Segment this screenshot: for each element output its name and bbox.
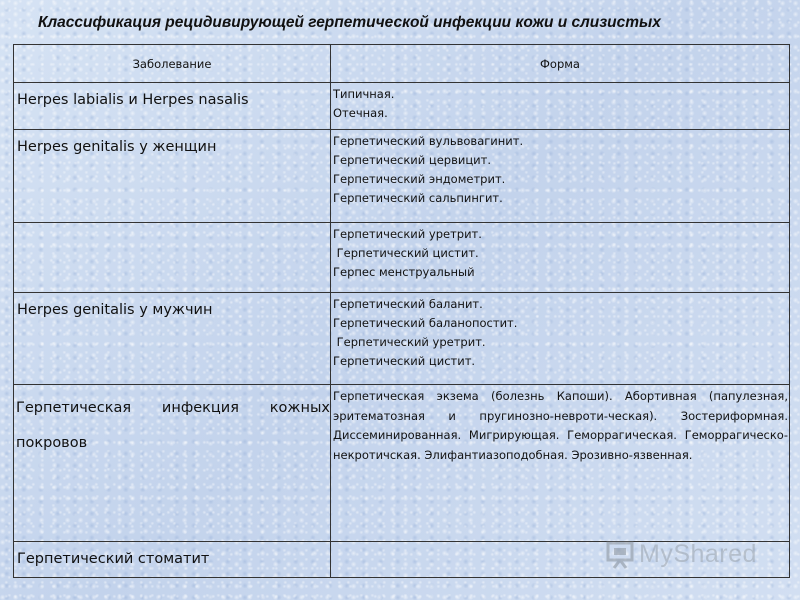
- form-item: Герпетический сальпингит.: [333, 191, 503, 205]
- forms-cell: [331, 83, 790, 130]
- table-header-row: [14, 45, 790, 83]
- watermark: [605, 536, 757, 572]
- disease-cell: [14, 293, 331, 385]
- disease-cell: [14, 385, 331, 542]
- form-item: Герпетический цистит.: [333, 246, 479, 260]
- disease-cell: [14, 223, 331, 293]
- forms-cell: [331, 293, 790, 385]
- form-item: Герпетический вульвовагинит.: [333, 134, 524, 148]
- disease-name: Герпетический стоматит: [17, 551, 210, 567]
- forms-cell: [331, 385, 790, 542]
- disease-name: Герпетическая инфекция кожных покровов: [16, 400, 330, 451]
- page-title: Классификация рецидивирующей герпетической инфекции кожи и слизистых: [38, 14, 661, 31]
- disease-name: Herpes genitalis у мужчин: [17, 302, 213, 318]
- form-description: Герпетическая экзема (болезнь Капоши). Абортивная (папулезная, эритематозная и пругинозно-невроти-ческая). Зостериформная. Диссеминированная. Мигрирующая. Геморрагическая. Геморрагическо-некротичская. Элифантиазоподобная. Эрозивно-язвенная.: [333, 389, 788, 462]
- table-row: [14, 293, 790, 385]
- header-disease: Заболевание: [14, 45, 331, 83]
- table-row: [14, 223, 790, 293]
- table-row: [14, 385, 790, 542]
- form-item: Герпетический баланит.: [333, 297, 483, 311]
- disease-name: Herpes labialis и Herpes nasalis: [17, 92, 249, 108]
- forms-cell: [331, 223, 790, 293]
- form-item: Герпетический уретрит.: [333, 335, 486, 349]
- disease-cell: [14, 542, 331, 578]
- forms-cell: [331, 130, 790, 223]
- form-item: Герпетический цервицит.: [333, 153, 492, 167]
- form-item: Герпетический баланопостит.: [333, 316, 518, 330]
- form-item: Герпетический цистит.: [333, 354, 476, 368]
- table-row: [14, 130, 790, 223]
- form-item: Типичная.: [333, 87, 395, 101]
- disease-cell: [14, 130, 331, 223]
- disease-name: [14, 223, 330, 232]
- disease-name: Herpes genitalis у женщин: [17, 139, 217, 155]
- watermark-text: MyShared: [639, 539, 757, 568]
- table-row: [14, 83, 790, 130]
- classification-table: [13, 44, 790, 578]
- form-item: Герпетический уретрит.: [333, 227, 482, 241]
- form-item: Отечная.: [333, 106, 388, 120]
- form-item: Герпетический эндометрит.: [333, 172, 506, 186]
- disease-cell: [14, 83, 331, 130]
- presentation-board-icon: [605, 539, 635, 569]
- header-form: Форма: [331, 45, 790, 83]
- form-item: Герпес менструальный: [333, 265, 475, 279]
